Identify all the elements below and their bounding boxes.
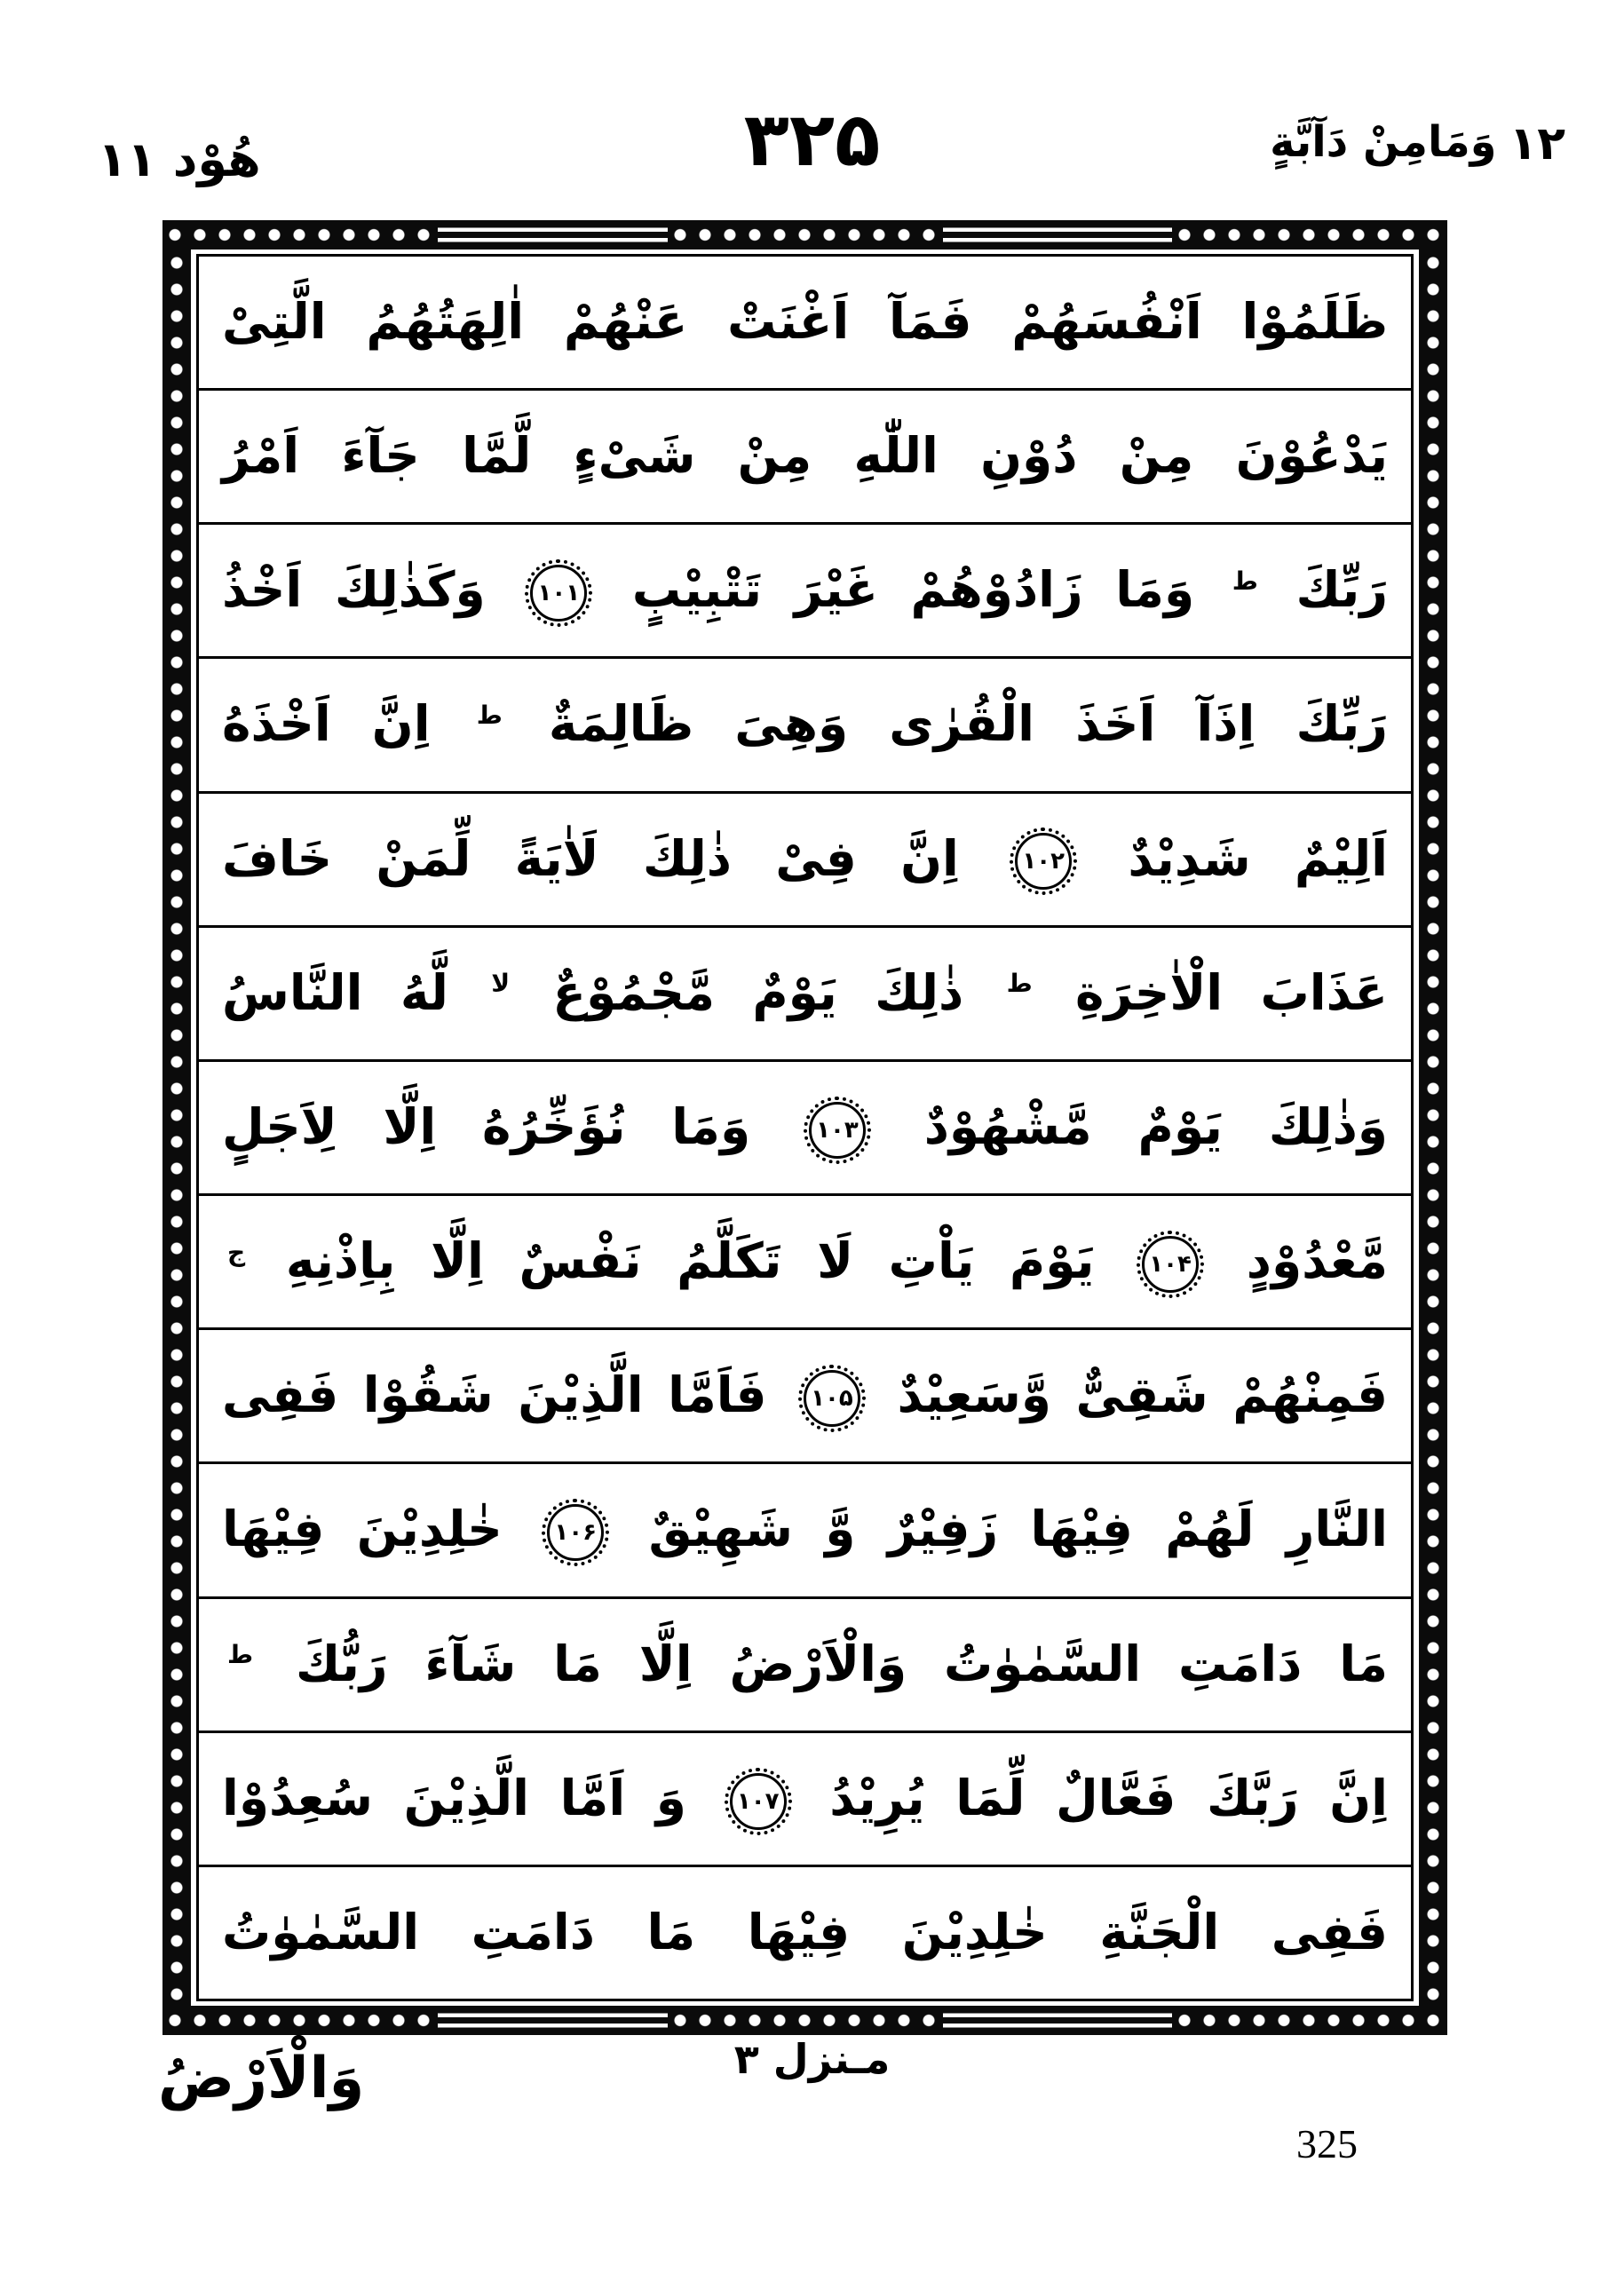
page-number-arabic: ۳۲۵ [743,96,881,183]
quran-text: وَكَذٰلِكَ اَخْذُ [222,561,486,619]
quran-text: رَبِّكَ [1295,561,1388,619]
quran-line [199,1867,1411,1999]
quran-text: ظَلَمُوْا اَنْفُسَهُمْ فَمَآ اَغْنَتْ عَنْهُمْ اٰلِهَتُهُمُ الَّتِیْ [222,293,1388,350]
quran-line [199,257,1411,391]
quran-line [199,1196,1411,1330]
quran-line [199,794,1411,928]
manzil-marker: مـنزل ۳ [733,2035,891,2083]
vine-ornament [668,2006,943,2035]
ayah-end-medallion: ۱۰۲ [1015,833,1072,890]
frame-border-bottom [162,2006,1447,2035]
vine-ornament [1172,2006,1447,2035]
rule-ornament [943,220,1173,249]
quran-line [199,659,1411,793]
quran-line [199,1733,1411,1867]
quran-text: وَ اَمَّا الَّذِیْنَ سُعِدُوْا [222,1769,686,1826]
rule-ornament [438,220,668,249]
quran-text: وَمَا نُؤَخِّرُهُ اِلَّا لِاَجَلٍ [222,1097,751,1155]
pause-mark: ط [227,1640,254,1670]
quran-text: مَا دَامَتِ السَّمٰوٰتُ وَالْاَرْضُ اِلَّا مَا شَآءَ رَبُّكَ [296,1635,1388,1692]
ayah-end-medallion: ۱۰۴ [1142,1236,1199,1293]
catchword-next-page: وَالْاَرْضُ [158,2046,365,2111]
quran-text: یَوْمَ یَاْتِ لَا تَكَلَّمُ نَفْسٌ اِلَّا بِاِذْنِهِ [285,1232,1095,1290]
juz-marker [1270,117,1565,170]
pause-mark: ط [1006,969,1033,999]
ayah-end-medallion: ۱۰۱ [530,565,587,622]
quran-text: یَدْعُوْنَ مِنْ دُوْنِ اللّٰهِ مِنْ شَیْءٍ لَّمَّا جَآءَ اَمْرُ [222,427,1388,485]
quran-text: النَّارِ لَهُمْ فِیْهَا زَفِیْرٌ وَّ شَهِیْقٌ [648,1501,1388,1558]
quran-text: خٰلِدِیْنَ فِیْهَا [222,1501,503,1558]
quran-text: اِنَّ اَخْذَهُ [222,695,431,753]
pause-mark: ج [227,1237,246,1267]
surah-name-marker: هُوْد ۱۱ [98,131,261,187]
juz-phrase: وَمَامِنْ دَآبَّةٍ [1270,117,1497,167]
frame-border-top [162,220,1447,249]
pause-mark: لا [491,969,511,999]
frame-border-left [162,249,191,2006]
quran-text: اَلِیْمٌ شَدِیْدٌ [1128,829,1389,887]
vine-ornament [162,220,438,249]
frame-border-right [1419,249,1447,2006]
quran-text: اِنَّ رَبَّكَ فَعَّالٌ لِّمَا یُرِیْدُ [829,1769,1389,1826]
quran-text: فَمِنْهُمْ شَقِیٌّ وَّسَعِیْدٌ [897,1366,1389,1424]
quran-line [199,1062,1411,1196]
rule-ornament [438,2006,668,2035]
rule-ornament [943,2006,1173,2035]
juz-number: ۱۲ [1509,117,1565,170]
quran-text: وَذٰلِكَ یَوْمٌ مَّشْهُوْدٌ [923,1097,1388,1155]
pause-mark: ط [1232,566,1258,596]
quran-text: فَاَمَّا الَّذِیْنَ شَقُوْا فَفِی [222,1366,767,1424]
quran-line [199,1599,1411,1733]
ayah-end-medallion: ۱۰۳ [809,1102,866,1159]
ayah-end-medallion: ۱۰۷ [730,1773,787,1830]
quran-text: لَّهُ النَّاسُ [222,963,448,1021]
quran-line [199,525,1411,659]
vine-ornament [1172,220,1447,249]
quran-line [199,928,1411,1062]
quran-line [199,1330,1411,1464]
ayah-end-medallion: ۱۰۵ [804,1370,860,1427]
vine-ornament [668,220,943,249]
quran-text: رَبِّكَ اِذَآ اَخَذَ الْقُرٰی وَهِیَ ظَالِمَةٌ [548,695,1388,753]
quran-text: عَذَابَ الْاٰخِرَةِ [1075,963,1388,1021]
vine-ornament [162,2006,438,2035]
quran-line [199,1464,1411,1598]
quran-line [199,391,1411,525]
quran-text: مَّعْدُوْدٍ [1246,1232,1388,1290]
page-number-western: 325 [1296,2121,1358,2166]
quran-lines [196,254,1414,2001]
quran-text: وَمَا زَادُوْهُمْ غَیْرَ تَتْبِیْبٍ [631,561,1195,619]
quran-text: فَفِی الْجَنَّةِ خٰلِدِیْنَ فِیْهَا مَا دَامَتِ السَّمٰوٰتُ [222,1903,1388,1960]
text-frame [162,220,1447,2035]
quran-text: اِنَّ فِیْ ذٰلِكَ لَاٰیَةً لِّمَنْ خَافَ [222,829,959,887]
pause-mark: ط [476,701,503,731]
ayah-end-medallion: ۱۰۶ [547,1504,604,1561]
quran-text: ذٰلِكَ یَوْمٌ مَّجْمُوْعٌ [552,963,964,1021]
